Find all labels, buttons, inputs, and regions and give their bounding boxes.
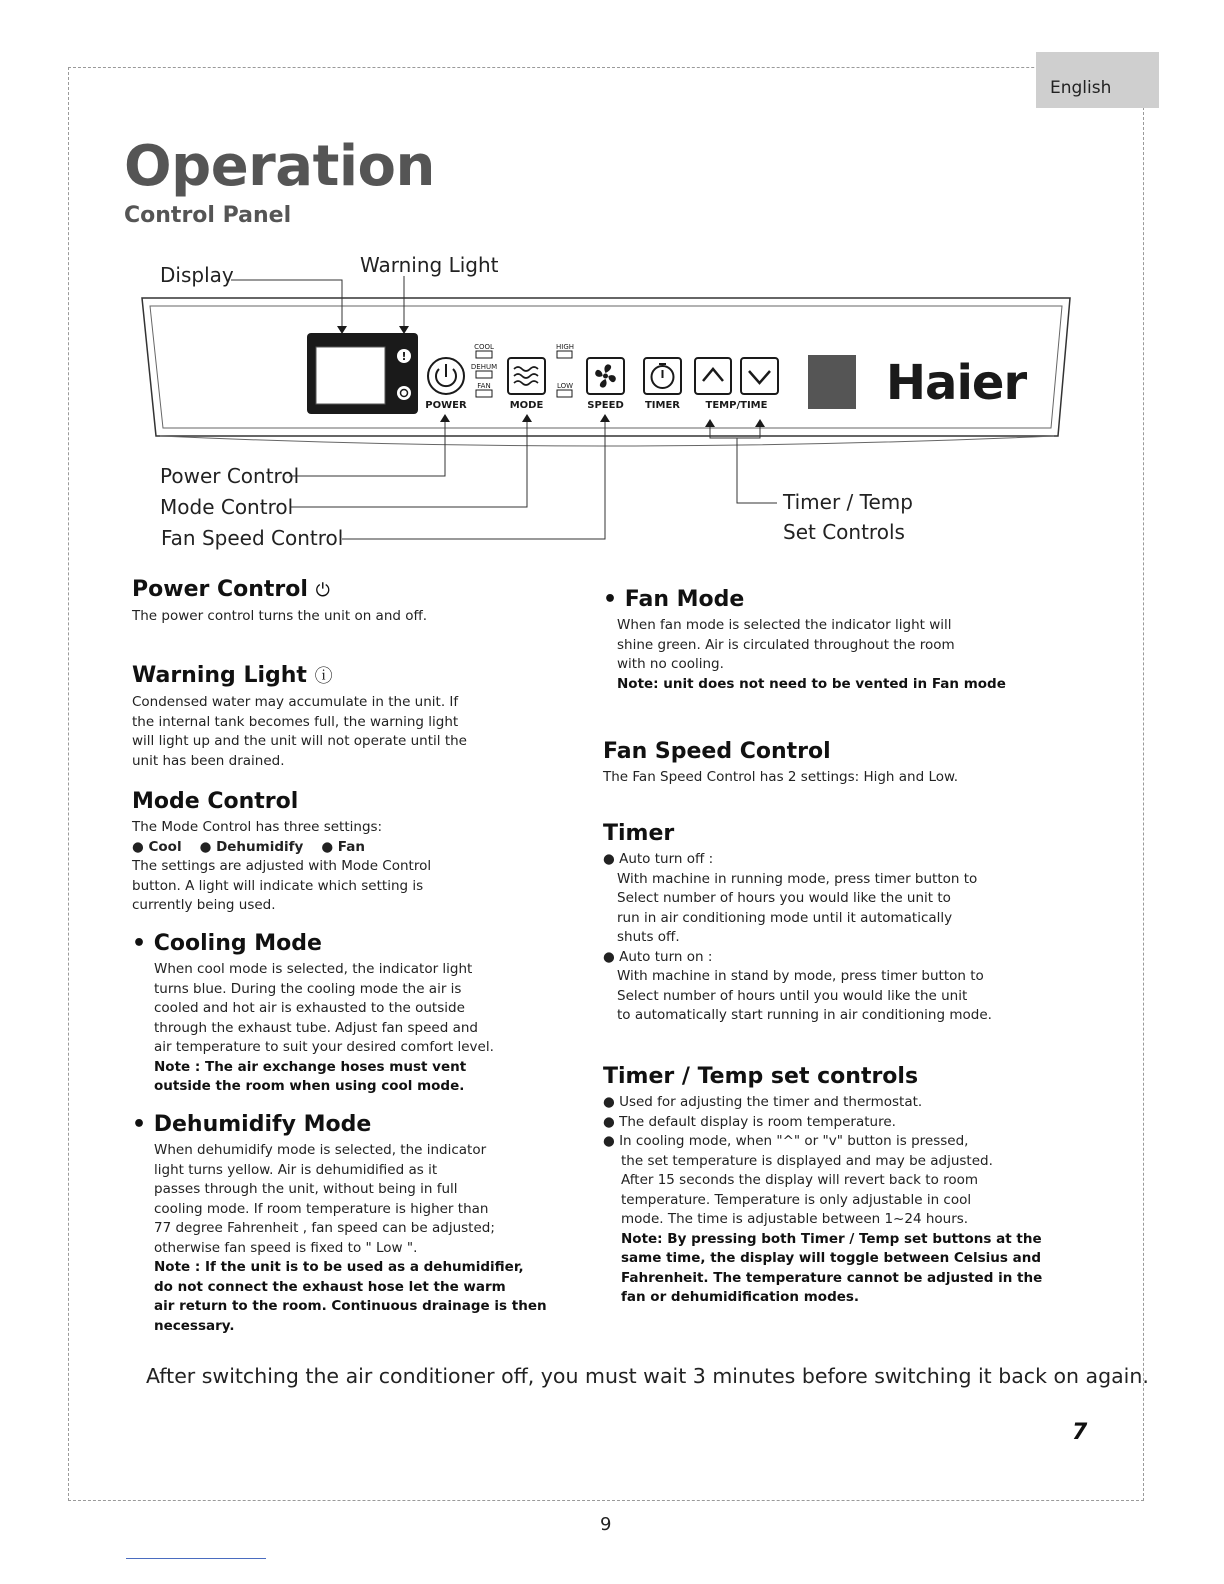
text-line: passes through the unit, without being in full xyxy=(154,1181,458,1197)
timer-temp-callout xyxy=(783,487,913,547)
text-line: 77 degree Fahrenheit , fan speed can be adjusted; xyxy=(154,1220,495,1236)
note-line: necessary. xyxy=(154,1317,235,1334)
text-line: turns blue. During the cooling mode the air is xyxy=(154,980,462,997)
text-line: button. A light will indicate which setting is xyxy=(132,877,424,894)
power-control-callout: Power Control xyxy=(160,464,300,488)
svg-text:!: ! xyxy=(401,350,407,363)
mode-control-callout: Mode Control xyxy=(160,495,294,519)
speed-button-drawing xyxy=(587,358,624,394)
bullet-line: ● Auto turn on : xyxy=(603,948,713,965)
note-line: air return to the room. Continuous drainage is then xyxy=(154,1298,547,1314)
timer-button-label: TIMER xyxy=(644,400,681,411)
text-line: When cool mode is selected, the indicator light xyxy=(154,961,473,977)
power-led-icon xyxy=(397,386,411,400)
speed-indicator-label: HIGH xyxy=(555,343,575,351)
note-line: Note: unit does not need to be vented in Fan mode xyxy=(617,675,1006,692)
manual-page-number: 7 xyxy=(1072,1420,1088,1445)
mode-setting: ● Fan xyxy=(321,838,365,855)
mode-button-drawing xyxy=(508,358,545,394)
bullet-line: ● Auto turn off : xyxy=(603,851,714,867)
note-line: do not connect the exhaust hose let the warm xyxy=(154,1278,506,1295)
brand-logo: Haier xyxy=(885,355,1027,411)
mode-control-heading: Mode Control xyxy=(132,789,299,814)
mode-control-section xyxy=(132,788,512,916)
section-heading: • Fan Mode xyxy=(603,587,745,612)
text-line: When fan mode is selected the indicator light will xyxy=(617,617,952,633)
warning-light-heading: Warning Light xyxy=(132,663,307,688)
text-line: temperature. Temperature is only adjustable in cool xyxy=(621,1191,972,1208)
bullet-line: ● Used for adjusting the timer and thermostat. xyxy=(603,1094,923,1110)
timer-temp-callout-line2: Set Controls xyxy=(783,520,905,544)
text-line: currently being used. xyxy=(132,897,276,913)
receiver-window xyxy=(808,355,856,409)
text-line: with no cooling. xyxy=(617,656,724,672)
power-control-heading: Power Control xyxy=(132,577,308,602)
fan-speed-heading: Fan Speed Control xyxy=(603,739,831,764)
text-line: With machine in running mode, press timer button to xyxy=(617,870,978,887)
fan-speed-text: The Fan Speed Control has 2 settings: High and Low. xyxy=(603,769,959,785)
note-line: Note : The air exchange hoses must vent xyxy=(154,1058,467,1075)
power-control-text: The power control turns the unit on and off. xyxy=(132,608,428,624)
page-title: Operation xyxy=(124,134,435,199)
timer-temp-heading: Timer / Temp set controls xyxy=(603,1064,919,1089)
text-line: cooling mode. If room temperature is higher than xyxy=(154,1200,489,1217)
text-line: the set temperature is displayed and may be adjusted. xyxy=(621,1152,993,1169)
text-line: When dehumidify mode is selected, the indicator xyxy=(154,1142,487,1158)
note-line: Fahrenheit. The temperature cannot be adjusted in the xyxy=(621,1269,1043,1286)
text-line: mode. The time is adjustable between 1~24 hours. xyxy=(621,1211,969,1227)
timer-heading: Timer xyxy=(603,821,675,846)
cooling-mode-section xyxy=(132,930,532,1097)
section-heading: • Dehumidify Mode xyxy=(132,1112,372,1137)
speed-button-label: SPEED xyxy=(587,400,624,411)
note-line: Note : If the unit is to be used as a dehumidifier, xyxy=(154,1259,524,1275)
timer-button-drawing xyxy=(644,358,681,394)
dehumidify-mode-heading: Dehumidify Mode xyxy=(153,1112,372,1137)
fan-speed-control-callout: Fan Speed Control xyxy=(161,526,344,550)
text-line: air temperature to suit your desired comfort level. xyxy=(154,1039,494,1055)
text-line: With machine in stand by mode, press timer button to xyxy=(617,968,984,984)
mode-indicator-label: COOL xyxy=(474,343,494,351)
text-line: otherwise fan speed is fixed to " Low ". xyxy=(154,1239,418,1256)
temp-down-button-drawing xyxy=(741,358,778,394)
fan-mode-section xyxy=(603,586,1063,694)
text-line: to automatically start running in air conditioning mode. xyxy=(617,1007,992,1023)
pdf-page-number: 9 xyxy=(600,1514,612,1535)
note-line: fan or dehumidification modes. xyxy=(621,1289,860,1305)
temp-up-button-drawing xyxy=(695,358,731,394)
text-line: cooled and hot air is exhausted to the outside xyxy=(154,1000,465,1016)
timer-temp-callout-line1: Timer / Temp xyxy=(783,490,913,514)
text-line: Select number of hours you would like the unit to xyxy=(617,890,951,906)
warning-light-section xyxy=(132,662,512,771)
note-line: same time, the display will toggle between Celsius and xyxy=(621,1250,1041,1266)
cooling-mode-heading: Cooling Mode xyxy=(153,931,322,956)
power-control-section xyxy=(132,576,512,627)
bottom-warning-note: After switching the air conditioner off, you must wait 3 minutes before switching it back on again. xyxy=(146,1364,1149,1388)
text-line: After 15 seconds the display will revert back to room xyxy=(621,1172,979,1188)
text-line: shuts off. xyxy=(617,929,680,945)
display-callout: Display xyxy=(160,263,234,287)
text-line: light turns yellow. Air is dehumidified as it xyxy=(154,1161,438,1178)
mode-control-intro: The Mode Control has three settings: xyxy=(132,819,383,835)
text-line: will light up and the unit will not operate until the xyxy=(132,733,467,749)
power-button-label: POWER xyxy=(425,400,467,411)
mode-indicator-label: FAN xyxy=(477,382,491,390)
speed-indicator-label: LOW xyxy=(556,382,574,390)
mode-setting: ● Dehumidify xyxy=(199,838,304,855)
text-line: The settings are adjusted with Mode Control xyxy=(132,858,432,874)
timer-temp-section xyxy=(603,1063,1083,1308)
text-line: unit has been drained. xyxy=(132,752,285,769)
text-line: through the exhaust tube. Adjust fan speed and xyxy=(154,1019,478,1036)
text-line: Select number of hours until you would like the unit xyxy=(617,987,968,1004)
mode-settings-list xyxy=(132,838,512,858)
language-tab: English xyxy=(1036,52,1159,108)
bullet-line: ● In cooling mode, when "^" or "v" button is pressed, xyxy=(603,1133,969,1149)
mode-button-label: MODE xyxy=(509,400,544,411)
mode-indicator-label: DEHUM xyxy=(470,363,498,371)
power-button-drawing xyxy=(428,358,464,394)
power-icon: ⏻ xyxy=(315,580,330,601)
mode-setting: ● Cool xyxy=(132,838,182,855)
note-line: Note: By pressing both Timer / Temp set buttons at the xyxy=(621,1230,1042,1247)
note-line: outside the room when using cool mode. xyxy=(154,1078,465,1094)
fan-mode-heading: Fan Mode xyxy=(624,587,745,612)
panel-lip xyxy=(160,436,1054,446)
display-unit xyxy=(307,333,418,414)
text-line: the internal tank becomes full, the warning light xyxy=(132,713,459,730)
section-heading xyxy=(132,576,512,605)
warning-light-callout: Warning Light xyxy=(360,253,499,277)
text-line: run in air conditioning mode until it automatically xyxy=(617,909,953,926)
text-line: Condensed water may accumulate in the unit. If xyxy=(132,694,459,710)
timer-section xyxy=(603,820,1063,1026)
dehumidify-mode-section xyxy=(132,1111,562,1336)
text-line: shine green. Air is circulated throughout the room xyxy=(617,636,955,653)
temp-time-button-label: TEMP/TIME xyxy=(705,400,768,411)
mode-indicators xyxy=(476,351,492,397)
fan-speed-section xyxy=(603,738,1063,788)
section-heading xyxy=(132,662,512,691)
section-subtitle: Control Panel xyxy=(124,203,292,228)
bullet-line: ● The default display is room temperature. xyxy=(603,1113,896,1130)
link-underline xyxy=(126,1558,266,1559)
section-heading: • Cooling Mode xyxy=(132,931,322,956)
warning-icon: ⓘ xyxy=(314,666,333,687)
